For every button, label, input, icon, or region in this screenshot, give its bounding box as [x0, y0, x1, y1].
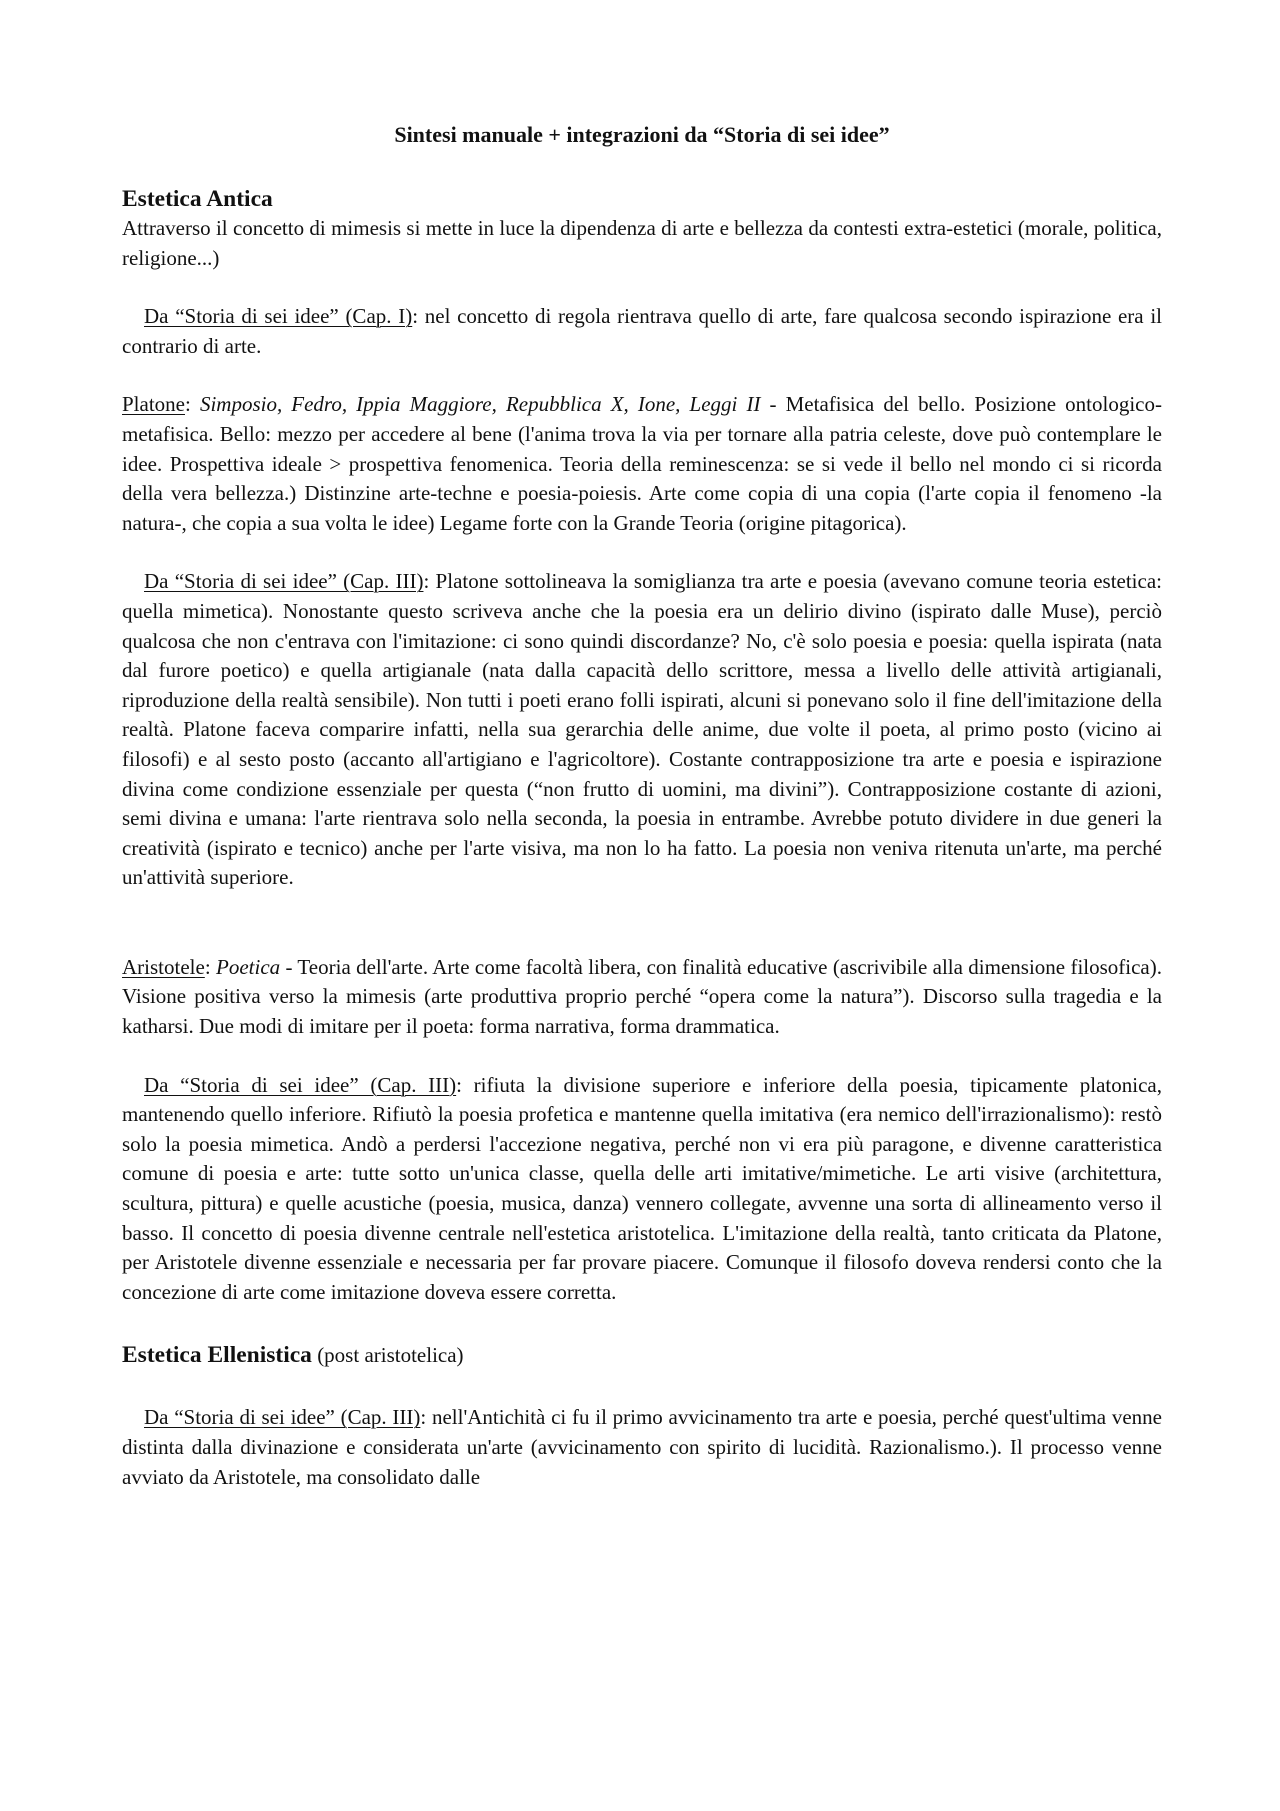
author-description: - Teoria dell'arte. Arte come facoltà libera, con finalità educative (ascrivibile alla dimensione filosofica). Visione positiva verso la mimesis (arte produttiva proprio perché “opera come la natura”). Discorso sulla tragedia e la katharsi. Due modi di imitare per il poeta: forma narrativa, forma drammatica. [122, 954, 1162, 1039]
separator: : [185, 392, 200, 417]
reference-text: : nell'Antichità ci fu il primo avvicinamento tra arte e poesia, perché quest'ultima venne distinta dalla divinazione e considerata un'arte (avvicinamento con spirito di lucidità. Razionalismo.). Il processo venne avviato da Aristotele, ma consolidato dalle [122, 1405, 1162, 1489]
reference-link-cap-3: Da “Storia di sei idee” (Cap. III) [144, 1072, 457, 1097]
paragraph-platone [122, 390, 1162, 538]
reference-link-cap-1: Da “Storia di sei idee” (Cap. I) [144, 304, 413, 329]
section-heading-suffix: (post aristotelica) [311, 1343, 464, 1368]
works-list: Simposio, Fedro, Ippia Maggiore, Repubblica X, Ione, Leggi II [199, 392, 761, 417]
paragraph-ref-cap-1 [122, 302, 1162, 361]
paragraph-ref-cap-3-ellenistica [122, 1403, 1162, 1492]
reference-text: : Platone sottolineava la somiglianza tra arte e poesia (avevano comune teoria estetica: quella mimetica). Nonostante questo scriveva anche che la poesia era un delirio divino (ispirato dalle Muse), perciò qualcosa che non c'entrava con l'imitazione: ci sono quindi discordanze? No, c'è solo poesia e poesia: quella ispirata (nata dal furore poetico) e quella artigianale (nata dalla capacità dello scrittore, messa a livello delle attività artigianali, riproduzione della realtà sensibile). Non tutti i poeti erano folli ispirati, alcuni si ponevano solo il fine dell'imitazione della realtà. Platone faceva comparire infatti, nella sua gerarchia delle anime, due volte il poeta, al primo posto (vicino ai filosofi) e al sesto posto (accanto all'artigiano e l'agricoltore). Costante contrapposizione tra arte e poesia e ispirazione divina come condizione essenziale per questa (“non frutto di uomini, ma divini”). Contrapposizione costante di azioni, semi divina e umana: l'arte rientrava solo nella seconda, la poesia in entrambe. Avrebbe potuto dividere in due generi la creatività (ispirato e tecnico) anche per l'arte visiva, ma non lo ha fatto. La poesia non veniva ritenuta un'arte, ma perché un'attività superiore. [122, 569, 1162, 890]
reference-link-cap-3: Da “Storia di sei idee” (Cap. III) [144, 569, 424, 594]
section-heading-estetica-antica: Estetica Antica [122, 186, 273, 212]
paragraph-ref-cap-3-aristotele [122, 1071, 1162, 1308]
paragraph-ref-cap-3-platone [122, 567, 1162, 893]
section-heading-text: Estetica Ellenistica [122, 1342, 312, 1369]
separator: : [204, 954, 216, 979]
paragraph-intro: Attraverso il concetto di mimesis si mette in luce la dipendenza di arte e bellezza da contesti extra-estetici (morale, politica, religione...) [122, 216, 1162, 270]
works-list: Poetica [216, 954, 281, 979]
author-name-aristotele: Aristotele [122, 954, 205, 979]
section-heading-estetica-ellenistica [122, 1340, 1162, 1370]
reference-link-cap-3: Da “Storia di sei idee” (Cap. III) [144, 1405, 421, 1430]
document-body [122, 120, 1162, 1492]
paragraph-aristotele [122, 953, 1162, 1042]
author-description: - Metafisica del bello. Posizione ontologico-metafisica. Bello: mezzo per accedere al bene (l'anima trova la via per tornare alla patria celeste, dove può contemplare le idee. Prospettiva ideale > prospettiva fenomenica. Teoria della reminescenza: se si vede il bello nel mondo ci si ricorda della vera bellezza.) Distinzine arte-techne e poesia-poiesis. Arte come copia di una copia (l'arte copia il fenomeno -la natura-, che copia a sua volta le idee) Legame forte con la Grande Teoria (origine pitagorica). [122, 392, 1162, 535]
reference-text: : nel concetto di regola rientrava quello di arte, fare qualcosa secondo ispirazione era il contrario di arte. [122, 304, 1162, 358]
document-title: Sintesi manuale + integrazioni da “Storia di sei idee” [394, 122, 890, 147]
reference-text: : rifiuta la divisione superiore e inferiore della poesia, tipicamente platonica, mantenendo quello inferiore. Rifiutò la poesia profetica e mantenne quella imitativa (era nemico dell'irrazionalismo): restò solo la poesia mimetica. Andò a perdersi l'accezione negativa, perché non vi era più paragone, e divenne caratteristica comune di poesia e arte: tutte sotto un'unica classe, quella delle arti imitative/mimetiche. Le arti visive (architettura, scultura, pittura) e quelle acustiche (poesia, musica, danza) vennero collegate, avvenne una sorta di allineamento verso il basso. Il concetto di poesia divenne centrale nell'estetica aristotelica. L'imitazione della realtà, tanto criticata da Platone, per Aristotele divenne essenziale e necessaria per far provare piacere. Comunque il filosofo doveva rendersi conto che la concezione di arte come imitazione doveva essere corretta. [122, 1072, 1162, 1304]
author-name-platone: Platone [122, 392, 185, 417]
